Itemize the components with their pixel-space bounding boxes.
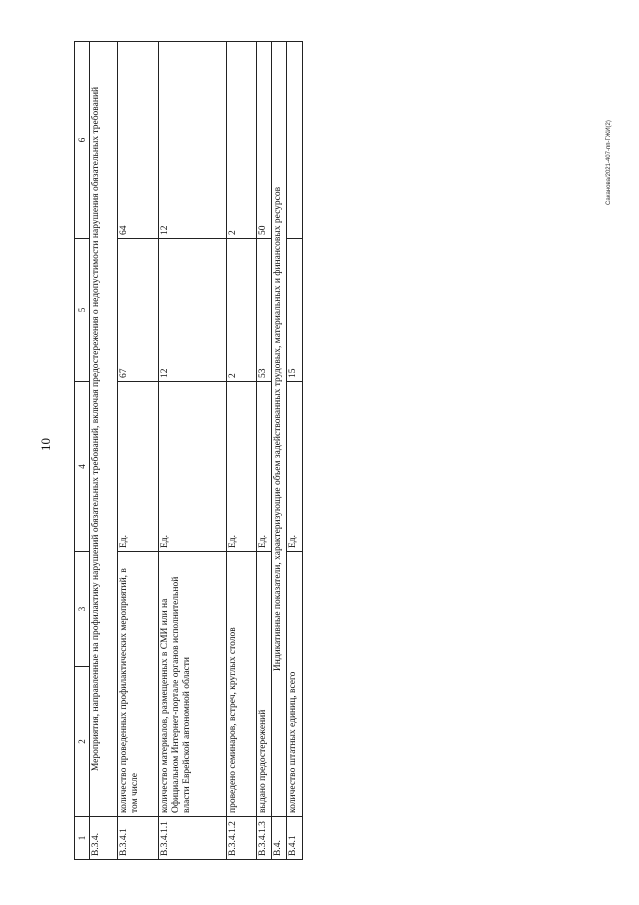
row-unit: Ед.	[118, 382, 159, 552]
row-name: количество проведенных профилактических мероприятий, в том числе	[118, 552, 159, 817]
header-cell-5: 5	[75, 239, 90, 382]
row-value-6: 12	[159, 42, 227, 239]
row-value-5: 12	[159, 239, 227, 382]
row-name: количество материалов, размещенных в СМИ или на Официальном Интернет-портале органов исполнительной власти Еврейской автономной области	[159, 552, 227, 817]
row-value-5: 15	[287, 239, 303, 382]
table-row	[257, 42, 272, 860]
row-code: В.3.4.1.1	[159, 817, 227, 860]
row-value-5: 67	[118, 239, 159, 382]
table-row	[118, 42, 159, 860]
row-unit: Ед.	[159, 382, 227, 552]
row-unit: Ед.	[287, 382, 303, 552]
row-name: количество штатных единиц, всего	[287, 552, 303, 817]
row-value-5: 2	[227, 239, 257, 382]
header-cell-3: 3	[75, 552, 90, 667]
row-name: выдано предостережений	[257, 552, 272, 817]
row-code: В.3.4.1.2	[227, 817, 257, 860]
document-side-note: Саканова/2021-407-пп-ГЖИ(2)	[606, 120, 612, 205]
page-number: 10	[38, 438, 53, 451]
indicators-table	[74, 41, 303, 860]
table-row	[287, 42, 303, 860]
header-cell-2: 2	[75, 667, 90, 817]
row-value-6: 50	[257, 42, 272, 239]
section-row	[90, 42, 118, 860]
row-value-5: 53	[257, 239, 272, 382]
row-value-6: 2	[227, 42, 257, 239]
section-code: В.4.	[272, 817, 287, 860]
section-title: Индикативные показатели, характеризующие объем задействованных трудовых, материальных и финансовых ресурсов	[272, 42, 287, 817]
table-row	[159, 42, 227, 860]
section-title: Мероприятия, направленные на профилактику нарушений обязательных требований, включая предостережения о недопустимости нарушения обязательных требований	[90, 42, 118, 817]
header-cell-1: 1	[75, 817, 90, 860]
header-cell-6: 6	[75, 42, 90, 239]
row-value-6: 64	[118, 42, 159, 239]
section-code: В.3.4.	[90, 817, 118, 860]
rotated-table-container	[74, 42, 302, 860]
row-code: В.3.4.1	[118, 817, 159, 860]
row-name: проведено семинаров, встреч, круглых столов	[227, 552, 257, 817]
row-code: В.3.4.1.3	[257, 817, 272, 860]
header-cell-4: 4	[75, 382, 90, 552]
section-row	[272, 42, 287, 860]
table-row	[227, 42, 257, 860]
row-unit: Ед.	[227, 382, 257, 552]
table-header-row	[75, 42, 90, 860]
row-unit: Ед.	[257, 382, 272, 552]
row-code: В.4.1	[287, 817, 303, 860]
row-value-6	[287, 42, 303, 239]
